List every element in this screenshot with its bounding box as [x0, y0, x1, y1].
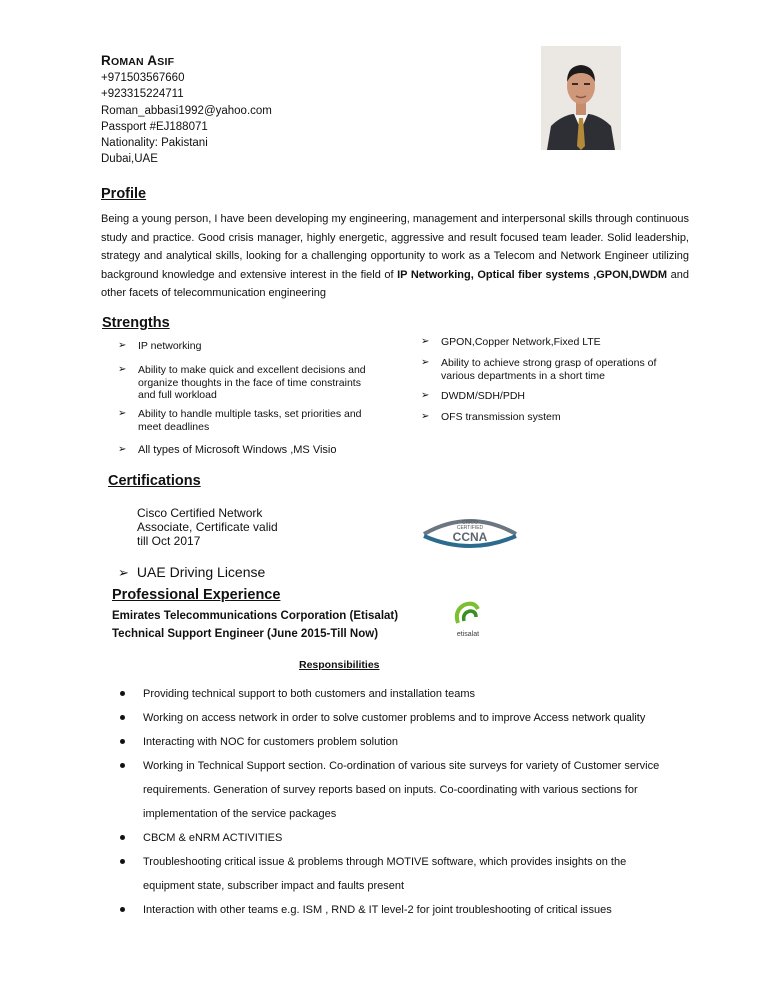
list-item: Working on access network in order to solve customer problems and to improve Access network quality: [120, 706, 680, 730]
arrow-bullet-icon: ➢: [421, 390, 430, 402]
arrow-bullet-icon: ➢: [421, 356, 430, 368]
ccna-logo-text: CCNA: [452, 530, 488, 544]
list-item: Interaction with other teams e.g. ISM , RND & IT level-2 for joint troubleshooting of critical issues: [120, 898, 680, 922]
etisalat-logo: [450, 599, 486, 639]
strengths-heading: Strengths: [102, 315, 170, 331]
arrow-bullet-icon: ➢: [118, 565, 129, 580]
bullet-dot-icon: [120, 835, 125, 840]
contact-nationality: Nationality: Pakistani: [101, 137, 208, 150]
responsibilities-heading: Responsibilities: [299, 659, 380, 671]
ccna-logo: [418, 512, 522, 552]
list-item: ➢ All types of Microsoft Windows ,MS Visio: [118, 443, 337, 456]
arrow-bullet-icon: ➢: [118, 443, 127, 455]
arrow-bullet-icon: ➢: [118, 408, 127, 420]
profile-text: Being a young person, I have been developing my engineering, management and interpersonal skills through continuous study and practice. Good crisis manager, highly energetic, aggressive and result focused team leader. Solid leadership, strategy and analytical skills, looking for a challenging opportunity to work as a Telecom and Network Engineer utilizing background knowledge and extensive interest in the field of IP Networking, Optical fiber systems ,GPON,DWDM and other facets of telecommunication engineering: [101, 213, 689, 299]
profile-photo: [541, 46, 621, 150]
contact-block: [101, 53, 272, 167]
list-item: ➢ Ability to make quick and excellent decisions and organize thoughts in the face of time constraints and full workload: [118, 363, 366, 402]
certifications-heading: Certifications: [108, 473, 201, 489]
certification-ccna-text: Cisco Certified Network Associate, Certificate valid till Oct 2017: [137, 506, 278, 548]
contact-phone-uae: +971503567660: [101, 72, 185, 85]
bullet-dot-icon: [120, 859, 125, 864]
bullet-dot-icon: [120, 715, 125, 720]
list-item: Interacting with NOC for customers problem solution: [120, 730, 680, 754]
arrow-bullet-icon: ➢: [118, 363, 127, 375]
arrow-bullet-icon: ➢: [118, 340, 127, 351]
list-item: ➢ GPON,Copper Network,Fixed LTE: [421, 336, 601, 348]
arrow-bullet-icon: ➢: [421, 411, 430, 423]
list-item: ➢ Ability to achieve strong grasp of operations of various departments in a short time: [421, 356, 657, 382]
arrow-bullet-icon: ➢: [421, 336, 430, 347]
profile-heading: Profile: [101, 186, 147, 202]
strengths-left-list: [118, 340, 368, 457]
list-item: Working in Technical Support section. Co-ordination of various site surveys for variety of Customer service requirements. Generation of survey reports based on inputs. Co-coordinating with various sections for implementation of the service packages: [120, 754, 680, 826]
contact-location: Dubai,UAE: [101, 153, 158, 166]
contact-email: Roman_abbasi1992@yahoo.com: [101, 104, 272, 117]
etisalat-logo-text: etisalat: [456, 631, 480, 638]
list-item: Providing technical support to both customers and installation teams: [120, 682, 680, 706]
strengths-right-list: [421, 336, 691, 424]
experience-heading: Professional Experience: [112, 587, 281, 603]
contact-phone-pk: +923315224711: [101, 88, 184, 101]
bullet-dot-icon: [120, 739, 125, 744]
list-item: ➢ Ability to handle multiple tasks, set priorities and meet deadlines: [118, 408, 362, 433]
candidate-name: ROMAN ASIF: [101, 53, 175, 68]
responsibilities-list: [120, 682, 680, 922]
bullet-dot-icon: [120, 907, 125, 912]
company-name: Emirates Telecommunications Corporation (Etisalat): [112, 610, 399, 622]
bullet-dot-icon: [120, 691, 125, 696]
list-item: Troubleshooting critical issue & problems through MOTIVE software, which provides insights on the equipment state, subscriber impact and faults present: [120, 850, 680, 898]
list-item: ➢ IP networking: [118, 340, 202, 352]
list-item: ➢ OFS transmission system: [421, 411, 561, 424]
experience-company-block: [112, 607, 398, 643]
job-role: Technical Support Engineer (June 2015-Till Now): [112, 628, 379, 640]
ccna-logo-cisco: CISCO: [462, 520, 478, 526]
contact-passport: Passport #EJ188071: [101, 120, 208, 133]
bullet-dot-icon: [120, 763, 125, 768]
driving-license-item: ➢ UAE Driving License: [118, 564, 266, 580]
list-item: ➢ DWDM/SDH/PDH: [421, 390, 525, 403]
list-item: CBCM & eNRM ACTIVITIES: [120, 826, 680, 850]
ccna-logo-certified: CERTIFIED: [456, 525, 484, 531]
